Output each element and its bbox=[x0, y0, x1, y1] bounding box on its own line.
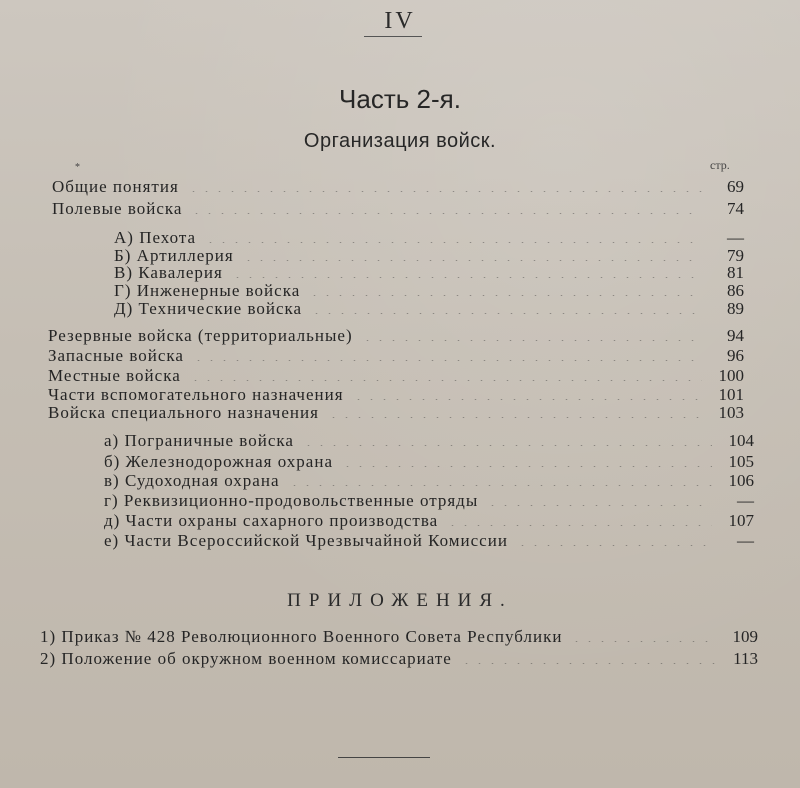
appendix-heading: ПРИЛОЖЕНИЯ. bbox=[287, 590, 513, 611]
page-number: IV bbox=[384, 8, 416, 34]
part-title: Часть 2-я. bbox=[339, 84, 461, 114]
toc-entry: А) Пехота — bbox=[114, 228, 744, 247]
toc-entry: Запасные войска 96 bbox=[48, 346, 744, 365]
toc-entry: г) Реквизиционно-продовольственные отряды — bbox=[104, 491, 754, 510]
toc-entry: б) Железнодорожная охрана 105 bbox=[104, 452, 754, 471]
toc-entry: Местные войска 100 bbox=[48, 366, 744, 385]
bottom-rule bbox=[338, 757, 430, 758]
toc-entry: Б) Артиллерия 79 bbox=[114, 246, 744, 265]
toc-entry: Общие понятия 69 bbox=[52, 177, 744, 196]
toc-entry: д) Части охраны сахарного производства 107 bbox=[104, 511, 754, 530]
toc-entry: Д) Технические войска 89 bbox=[114, 299, 744, 318]
toc-entry: а) Пограничные войска 104 bbox=[104, 431, 754, 450]
appendix-entry: 2) Положение об окружном военном комиссариате 113 bbox=[40, 649, 758, 668]
toc-entry: Г) Инженерные войска 86 bbox=[114, 281, 744, 300]
section-title: Организация войск. bbox=[303, 130, 497, 152]
toc-entry: Резервные войска (территориальные) 94 bbox=[48, 326, 744, 345]
appendix-entry: 1) Приказ № 428 Революционного Военного Совета Республики 109 bbox=[40, 627, 758, 646]
toc-entry: Полевые войска 74 bbox=[52, 199, 744, 218]
page-column-label: стр. bbox=[710, 158, 730, 172]
ink-mark: * bbox=[75, 162, 80, 173]
toc-entry: В) Кавалерия 81 bbox=[114, 263, 744, 282]
toc-entry: Части вспомогательного назначения 101 bbox=[48, 385, 744, 404]
toc-entry: Войска специального назначения 103 bbox=[48, 403, 744, 422]
toc-entry: в) Судоходная охрана 106 bbox=[104, 471, 754, 490]
toc-entry: е) Части Всероссийской Чрезвычайной Комиссии — bbox=[104, 531, 754, 550]
